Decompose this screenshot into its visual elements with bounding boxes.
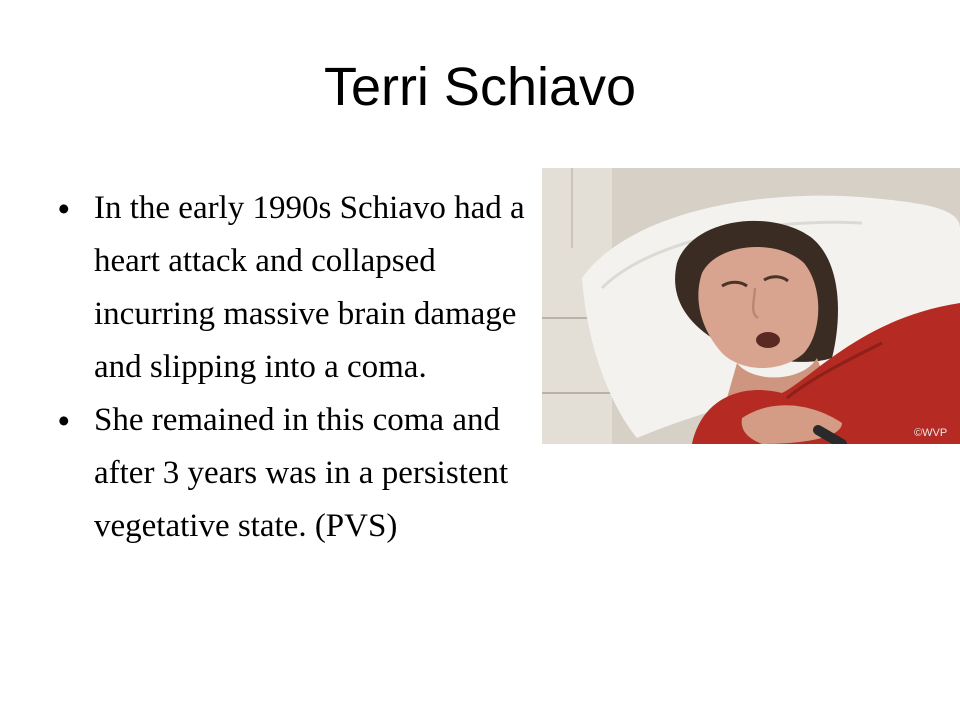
bullet-marker: •	[58, 402, 70, 439]
slide-title: Terri Schiavo	[323, 57, 637, 117]
photo-illustration	[542, 168, 960, 444]
bullet-item	[58, 182, 538, 394]
photo-watermark: ©WVP	[914, 427, 948, 439]
bullet-list	[58, 182, 538, 553]
bullet-text: In the early 1990s Schiavo had a heart attack and collapsed incurring massive brain damage and slipping into a coma.	[94, 190, 525, 385]
bullet-marker: •	[58, 190, 70, 227]
mouth	[756, 332, 780, 348]
bullet-item	[58, 394, 538, 553]
schiavo-photo	[542, 168, 960, 444]
bullet-text: She remained in this coma and after 3 years was in a persistent vegetative state. (PVS)	[94, 402, 509, 544]
